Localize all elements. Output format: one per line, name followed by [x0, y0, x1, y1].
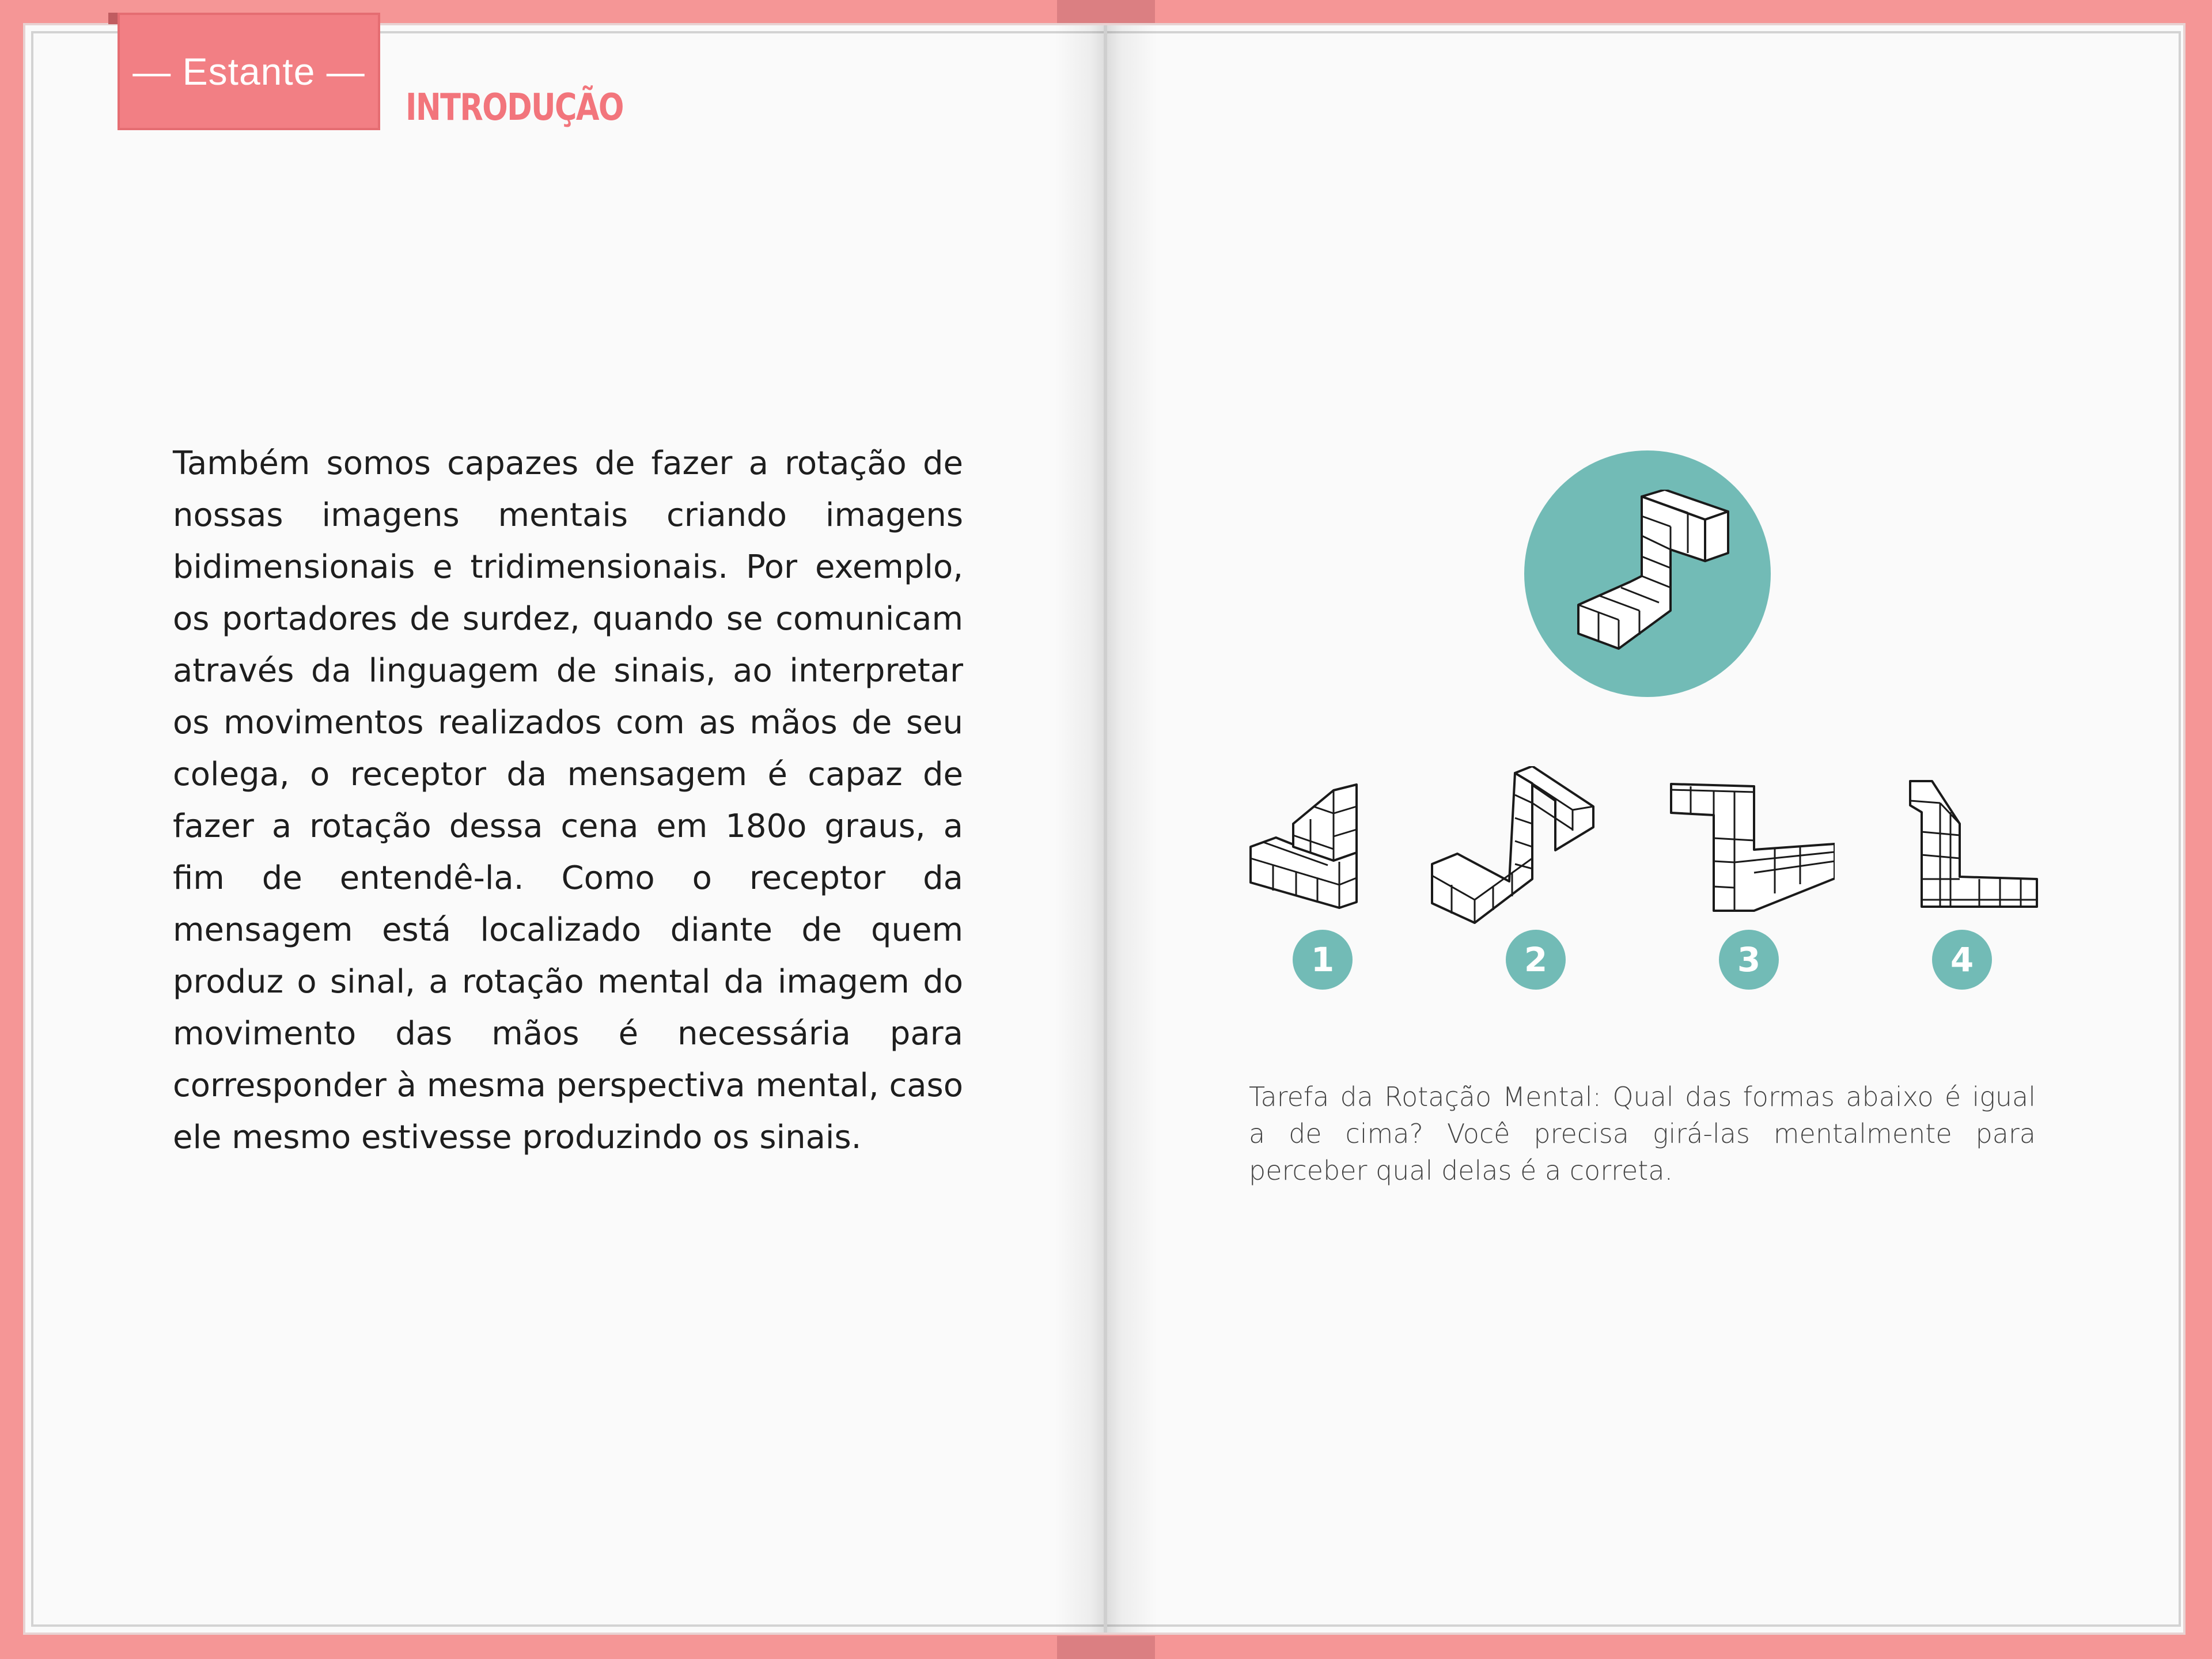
option-2-badge[interactable]: 2 [1506, 930, 1566, 990]
option-1-badge[interactable]: 1 [1293, 930, 1353, 990]
option-3-cube-figure-icon [1668, 781, 1835, 913]
target-cube-figure-icon [1573, 490, 1734, 657]
option-2-cube-figure-icon [1429, 766, 1596, 927]
frame-tab-top [1057, 0, 1155, 23]
option-3-badge[interactable]: 3 [1719, 930, 1779, 990]
body-paragraph: Também somos capazes de fazer a rotação de nossas imagens mentais criando imagens bidimensionais e tridimensionais. Por exemplo, os portadores de surdez, quando se comunicam através da linguagem de sinais, ao interpretar os movimentos realizados com as mãos de seu colega, o receptor da mensagem é capaz de fazer a rotação dessa cena em 180o graus, a fim de entendê-la. Como o receptor da mensagem está localizado diante de quem produz o sinal, a rotação mental da imagem do movimento das mãos é necessária para corresponder à mesma perspectiva mental, caso ele mesmo estivesse produzindo os sinais. [173, 445, 963, 1156]
figure-caption: Tarefa da Rotação Mental: Qual das formas abaixo é igual a de cima? Você precisa girá-las mentalmente para perceber qual delas é a correta. [1249, 1081, 2036, 1186]
book-spine [1104, 25, 1107, 1633]
estante-button[interactable]: — Estante — [118, 13, 380, 130]
section-title: INTRODUÇÃO [406, 86, 623, 129]
option-4-cube-figure-icon [1907, 778, 2039, 916]
frame-tab-bottom [1057, 1636, 1155, 1659]
option-4-badge[interactable]: 4 [1932, 930, 1992, 990]
option-1-cube-figure-icon [1247, 783, 1362, 910]
